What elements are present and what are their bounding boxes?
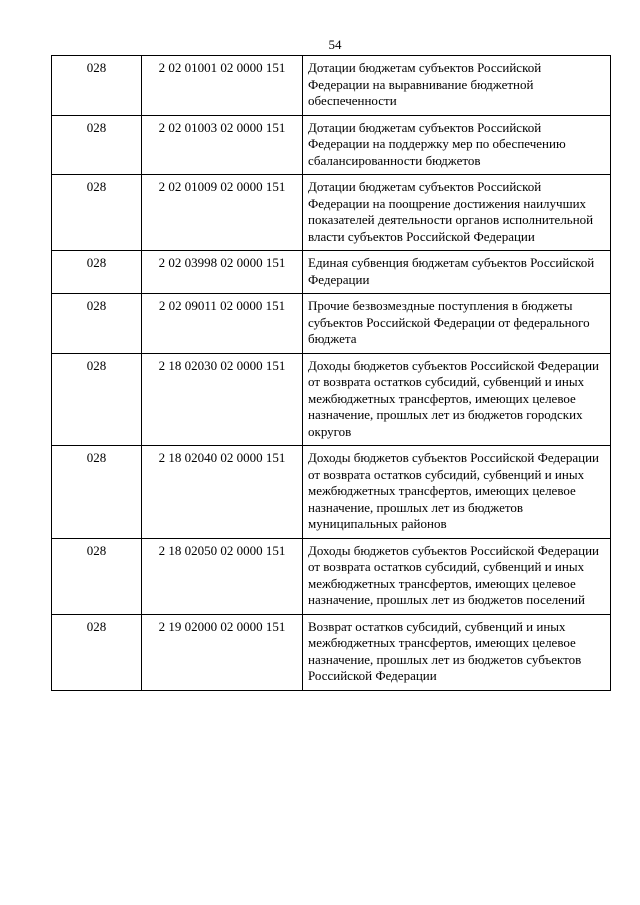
revenue-name-cell: Дотации бюджетам субъектов Российской Федерации на выравнивание бюджетной обеспеченности bbox=[303, 56, 611, 116]
budget-code-cell: 2 18 02040 02 0000 151 bbox=[142, 446, 303, 539]
admin-code-cell: 028 bbox=[52, 538, 142, 614]
table-row bbox=[52, 614, 611, 690]
revenue-name-cell: Доходы бюджетов субъектов Российской Федерации от возврата остатков субсидий, субвенций и иных межбюджетных трансфертов, имеющих целевое назначение, прошлых лет из бюджетов поселений bbox=[303, 538, 611, 614]
table-row bbox=[52, 115, 611, 175]
budget-code-cell: 2 02 01009 02 0000 151 bbox=[142, 175, 303, 251]
admin-code-cell: 028 bbox=[52, 175, 142, 251]
table-row bbox=[52, 538, 611, 614]
admin-code-cell: 028 bbox=[52, 251, 142, 294]
budget-code-cell: 2 02 01003 02 0000 151 bbox=[142, 115, 303, 175]
revenue-name-cell: Доходы бюджетов субъектов Российской Федерации от возврата остатков субсидий, субвенций и иных межбюджетных трансфертов, имеющих целевое назначение, прошлых лет из бюджетов муниципальных районов bbox=[303, 446, 611, 539]
table-row bbox=[52, 251, 611, 294]
budget-revenue-table bbox=[51, 55, 611, 691]
budget-code-cell: 2 02 09011 02 0000 151 bbox=[142, 294, 303, 354]
table-row bbox=[52, 446, 611, 539]
revenue-name-cell: Дотации бюджетам субъектов Российской Федерации на поддержку мер по обеспечению сбалансированности бюджетов bbox=[303, 115, 611, 175]
table-row bbox=[52, 353, 611, 446]
admin-code-cell: 028 bbox=[52, 294, 142, 354]
table-row bbox=[52, 175, 611, 251]
admin-code-cell: 028 bbox=[52, 56, 142, 116]
table-row bbox=[52, 56, 611, 116]
budget-code-cell: 2 18 02050 02 0000 151 bbox=[142, 538, 303, 614]
revenue-name-cell: Прочие безвозмездные поступления в бюджеты субъектов Российской Федерации от федерального бюджета bbox=[303, 294, 611, 354]
budget-code-cell: 2 19 02000 02 0000 151 bbox=[142, 614, 303, 690]
budget-code-cell: 2 02 01001 02 0000 151 bbox=[142, 56, 303, 116]
admin-code-cell: 028 bbox=[52, 353, 142, 446]
budget-code-cell: 2 02 03998 02 0000 151 bbox=[142, 251, 303, 294]
revenue-name-cell: Единая субвенция бюджетам субъектов Российской Федерации bbox=[303, 251, 611, 294]
revenue-name-cell: Дотации бюджетам субъектов Российской Федерации на поощрение достижения наилучших показателей деятельности органов исполнительной власти субъектов Российской Федерации bbox=[303, 175, 611, 251]
admin-code-cell: 028 bbox=[52, 614, 142, 690]
page-number: 54 bbox=[328, 37, 342, 52]
admin-code-cell: 028 bbox=[52, 115, 142, 175]
revenue-name-cell: Возврат остатков субсидий, субвенций и иных межбюджетных трансфертов, имеющих целевое назначение, прошлых лет из бюджетов субъектов Российской Федерации bbox=[303, 614, 611, 690]
revenue-name-cell: Доходы бюджетов субъектов Российской Федерации от возврата остатков субсидий, субвенций и иных межбюджетных трансфертов, имеющих целевое назначение, прошлых лет из бюджетов городских округов bbox=[303, 353, 611, 446]
admin-code-cell: 028 bbox=[52, 446, 142, 539]
budget-code-cell: 2 18 02030 02 0000 151 bbox=[142, 353, 303, 446]
table-row bbox=[52, 294, 611, 354]
